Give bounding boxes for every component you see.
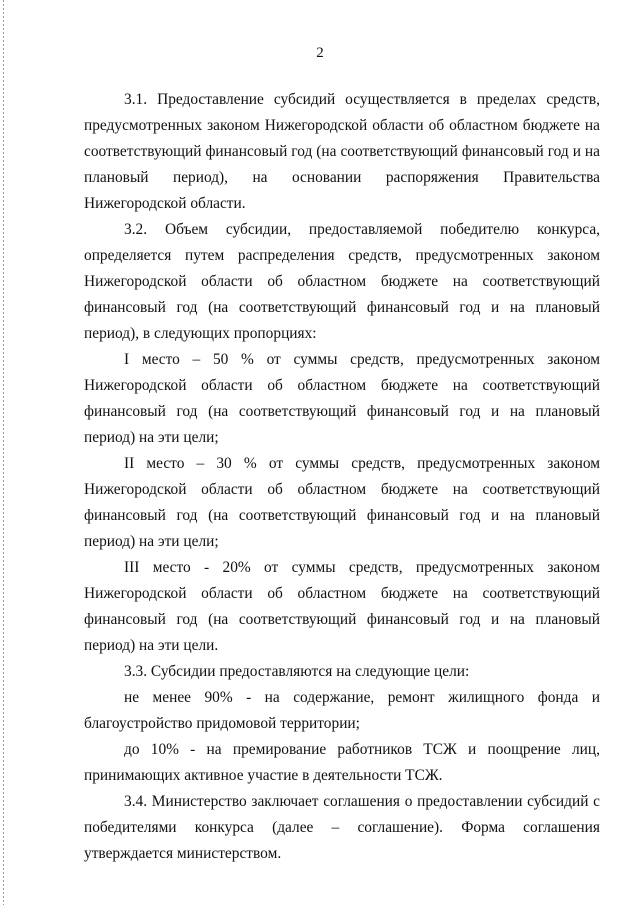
paragraph-place-2: II место – 30 % от суммы средств, предусмотренных законом Нижегородской области об областном бюджете на соответствующий финансовый год (на соответствующий финансовый год и на плановый период) на эти цели; <box>84 455 600 550</box>
paragraph-purpose-90: не менее 90% - на содержание, ремонт жилищного фонда и благоустройство придомовой территории; <box>84 689 600 732</box>
paragraph-place-1: I место – 50 % от суммы средств, предусмотренных законом Нижегородской области об областном бюджете на соответствующий финансовый год (на соответствующий финансовый год и на плановый период) на эти цели; <box>84 351 600 446</box>
paragraph-3-1: 3.1. Предоставление субсидий осуществляется в пределах средств, предусмотренных законом Нижегородской области об областном бюджете на соответствующий финансовый год (на соответствующий финансовый год и на плановый период), на основании распоряжения Правительства Нижегородской области. <box>84 91 600 212</box>
document-body <box>84 87 600 867</box>
paragraph-3-2: 3.2. Объем субсидии, предоставляемой победителю конкурса, определяется путем распределения средств, предусмотренных законом Нижегородской области об областном бюджете на соответствующий финансовый год (на соответствующий финансовый год и на плановый период), в следующих пропорциях: <box>84 221 600 342</box>
page-number: 2 <box>316 45 324 61</box>
paragraph-purpose-10: до 10% - на премирование работников ТСЖ и поощрение лиц, принимающих активное участие в деятельности ТСЖ. <box>84 741 600 784</box>
paragraph-3-4: 3.4. Министерство заключает соглашения о предоставлении субсидий с победителями конкурса (далее – соглашение). Форма соглашения утверждается министерством. <box>84 793 600 862</box>
paragraph-3-3: 3.3. Субсидии предоставляются на следующие цели: <box>124 663 470 680</box>
scan-edge-artifact <box>3 0 4 905</box>
paragraph-place-3: III место - 20% от суммы средств, предусмотренных законом Нижегородской области об областном бюджете на соответствующий финансовый год (на соответствующий финансовый год и на плановый период) на эти цели. <box>84 559 600 654</box>
